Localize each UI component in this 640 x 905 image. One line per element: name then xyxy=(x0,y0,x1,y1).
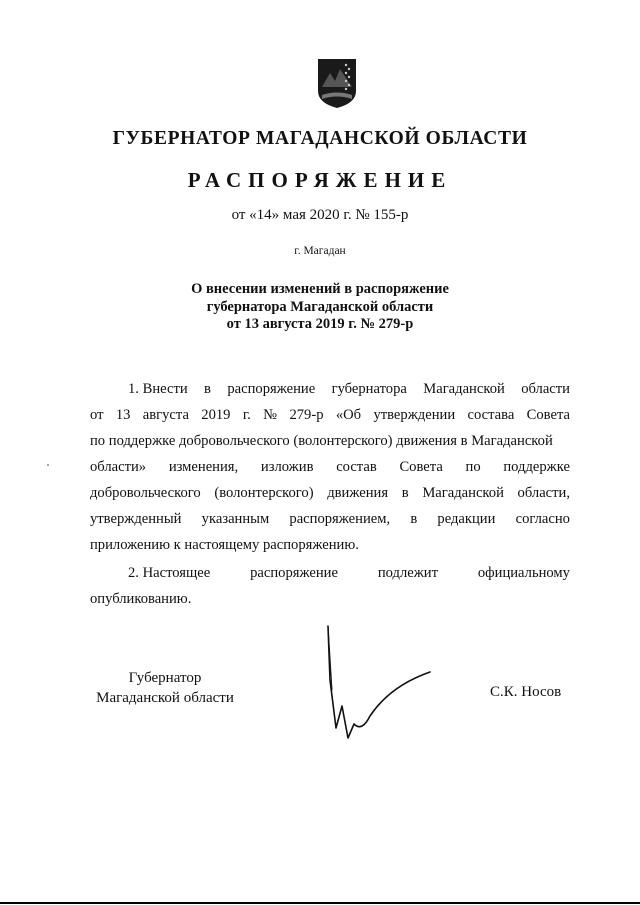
text-word: распоряжением, xyxy=(289,511,391,527)
text-word: по поддержке добровольческого (волонтерского) движения в Магаданской xyxy=(90,433,553,449)
text-word: губернатора xyxy=(331,381,407,397)
scan-speck xyxy=(47,464,49,466)
text-word: № xyxy=(263,407,278,423)
text-word: Магаданской xyxy=(423,381,505,397)
text-word: 2019 xyxy=(201,407,231,423)
position-line: Губернатор xyxy=(128,670,202,686)
text-word: области, xyxy=(517,485,570,501)
text-word: согласно xyxy=(515,511,570,527)
text-word: движения xyxy=(327,485,389,501)
text-word: опубликованию. xyxy=(90,591,192,607)
text-line xyxy=(90,532,570,558)
document-subject xyxy=(0,281,640,334)
text-word: утверждении xyxy=(373,407,456,423)
text-word: в xyxy=(401,485,409,501)
text-word: состава xyxy=(467,407,515,423)
text-word: Совета xyxy=(399,459,443,475)
paragraph-1 xyxy=(90,376,570,558)
text-word: области xyxy=(521,381,570,397)
text-word: Совета xyxy=(526,407,570,423)
text-word: изложив xyxy=(260,459,314,475)
position-line: Магаданской области xyxy=(96,690,234,706)
text-line xyxy=(90,428,570,454)
document-city: г. Магадан xyxy=(294,245,346,257)
governor-title: ГУБЕРНАТОР МАГАДАНСКОЙ ОБЛАСТИ xyxy=(112,128,528,149)
document-type: РАСПОРЯЖЕНИЕ xyxy=(187,168,453,192)
signatory-position xyxy=(90,668,240,708)
text-word: августа xyxy=(142,407,189,423)
text-word: 279-р xyxy=(289,407,324,423)
text-word: 2. Настоящее xyxy=(128,565,211,581)
text-word: Магаданской xyxy=(422,485,504,501)
handwritten-signature xyxy=(318,620,448,750)
text-word: в xyxy=(204,381,211,397)
text-word: 13 xyxy=(115,407,131,423)
text-word: редакции xyxy=(437,511,496,527)
text-word: 1. Внести xyxy=(128,381,188,397)
bottom-border xyxy=(0,902,640,904)
text-word: г. xyxy=(242,407,251,423)
text-word: состав xyxy=(336,459,377,475)
coat-of-arms-icon xyxy=(316,57,358,109)
subject-line: от 13 августа 2019 г. № 279-р xyxy=(226,316,414,332)
text-line xyxy=(90,376,570,402)
text-line xyxy=(90,560,570,586)
text-word: официальному xyxy=(477,565,570,581)
text-word: области» xyxy=(90,459,147,475)
text-word: от xyxy=(90,407,104,423)
text-line xyxy=(90,586,570,612)
subject-line: О внесении изменений в распоряжение xyxy=(191,281,449,297)
text-line xyxy=(90,454,570,480)
text-word: по xyxy=(465,459,481,475)
text-line xyxy=(90,506,570,532)
text-word: распоряжение xyxy=(227,381,316,397)
document-date-number: от «14» мая 2020 г. № 155-р xyxy=(231,207,409,223)
paragraph-2 xyxy=(90,560,570,612)
text-word: утвержденный xyxy=(90,511,182,527)
text-word: «Об xyxy=(335,407,362,423)
text-word: поддержке xyxy=(503,459,570,475)
text-word: добровольческого xyxy=(90,485,201,501)
signatory-name: С.К. Носов xyxy=(490,684,562,700)
text-line xyxy=(90,402,570,428)
text-word: подлежит xyxy=(377,565,438,581)
text-word: распоряжение xyxy=(250,565,338,581)
text-word: приложению к настоящему распоряжению. xyxy=(90,537,359,553)
subject-line: губернатора Магаданской области xyxy=(206,298,434,315)
text-word: изменения, xyxy=(168,459,239,475)
text-word: указанным xyxy=(201,511,270,527)
text-word: в xyxy=(410,511,418,527)
text-word: (волонтерского) xyxy=(214,485,314,501)
text-line xyxy=(90,480,570,506)
